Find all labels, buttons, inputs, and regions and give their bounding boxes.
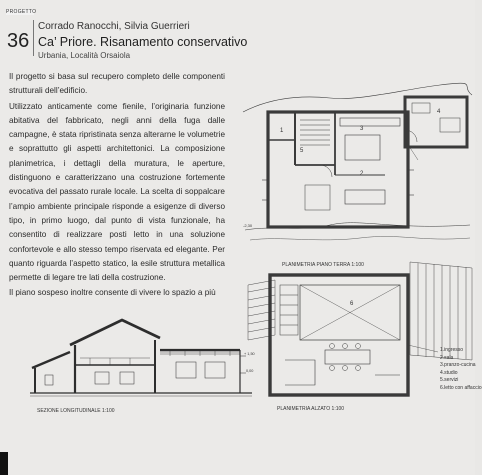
room-number: 2 [360, 171, 364, 177]
upper-floor-caption: PLANIMETRIA ALZATO 1:100 [277, 406, 345, 412]
ground-floor-plan [243, 83, 472, 240]
section-level-label: 0,00 [246, 369, 254, 373]
legend-item: 2.sala [440, 354, 454, 361]
section-drawing [30, 320, 252, 396]
section-label: PROGETTO [6, 9, 37, 15]
legend-item: 3.pranzo-cucina [440, 362, 476, 368]
room-legend [440, 347, 482, 392]
section-level-label: + 1,50 [244, 352, 255, 356]
level-label: -2,30 [243, 223, 253, 228]
room-number: 6 [350, 301, 354, 307]
legend-item: 6.letto con affaccio [440, 384, 482, 391]
page-edge [0, 452, 8, 475]
legend-item: 5.servizi [440, 377, 459, 383]
room-number: 3 [360, 126, 364, 132]
room-number: 4 [437, 109, 441, 115]
paragraph: Il piano sospeso inoltre consente di vivere lo spazio a più [9, 288, 216, 298]
paragraph: Il progetto si basa sul recupero completo delle componenti strutturali dell’edificio. [9, 72, 225, 96]
upper-floor-plan [248, 262, 472, 395]
room-number: 5 [300, 148, 304, 154]
room-number: 1 [280, 128, 284, 134]
authors: Corrado Ranocchi, Silvia Guerrieri [38, 21, 190, 32]
project-title: Ca’ Priore. Risanamento conservativo [38, 35, 248, 49]
legend-item: 4.studio [440, 369, 458, 376]
project-location: Urbania, Località Orsaiola [38, 51, 131, 60]
ground-floor-caption: PLANIMETRIA PIANO TERRA 1:100 [282, 262, 364, 268]
paragraph: Utilizzato anticamente come fienile, l’originaria funzione abitativa del fabbricato, negli anni della fuga dalle campagne, è stata ripristinata senza alterarne le volumetrie e soprattutto gli aspetti architettonici. La composizione planimetrica, i dettagli della muratura, le aperture, distinguono e caratterizzano una costruzione fortemente evocativa del passato rurale locale. La scelta di soppalcare l’ampio ambiente principale risponde a esigenze di diverso tipo, in primo luogo, dal punto di vista funzionale, ha consentito di realizzare posti letto in una soluzione confortevole e allo stesso tempo riservata ed elegante. Per quanto riguarda l’aspetto statico, la esile struttura metallica permette di legare tre lati della costruzione. [9, 101, 225, 283]
project-number: 36 [7, 30, 30, 52]
section-caption: SEZIONE LONGITUDINALE 1:100 [37, 408, 115, 414]
legend-item: 1.ingresso [440, 347, 464, 353]
